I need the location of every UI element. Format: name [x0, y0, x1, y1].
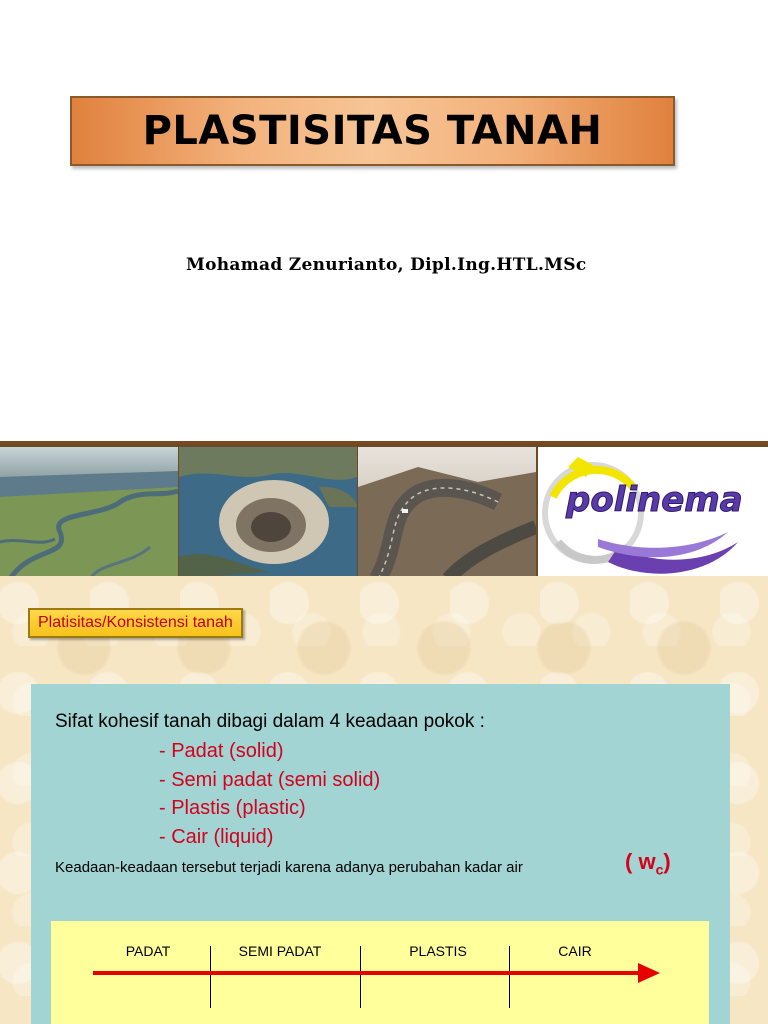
- phase-divider: [360, 946, 361, 1008]
- logo-wordmark: polinema: [566, 480, 743, 520]
- arrow-head-icon: [638, 963, 660, 983]
- phase-divider: [210, 946, 211, 1008]
- phase-label-cair: CAIR: [558, 943, 592, 959]
- phase-label-semi-padat: SEMI PADAT: [238, 943, 322, 959]
- polinema-logo: [538, 447, 768, 579]
- intro-text: Sifat kohesif tanah dibagi dalam 4 keadaan pokok :: [55, 711, 485, 732]
- section-label: Platisitas/Konsistensi tanah: [28, 608, 243, 638]
- phase-label-plastis: PLASTIS: [409, 943, 467, 959]
- list-item: - Plastis (plastic): [159, 797, 306, 819]
- phase-label-padat: PADAT: [125, 943, 171, 959]
- road-photo: [358, 447, 536, 579]
- photo-strip: [0, 441, 768, 576]
- water-content-arrow: [93, 971, 648, 975]
- wetland-photo: [0, 447, 178, 579]
- list-item: - Cair (liquid): [159, 825, 274, 848]
- mine-photo: [179, 447, 357, 579]
- title-banner: [70, 96, 675, 166]
- water-content-symbol: ( $w_c$): [625, 849, 671, 878]
- slide-title: PLASTISITAS TANAH: [142, 108, 603, 154]
- phase-divider: [509, 946, 510, 1008]
- consistency-diagram: [51, 921, 709, 1024]
- author-name: Mohamad Zenurianto, Dipl.Ing.HTL.MSc: [186, 255, 587, 275]
- list-item: - Padat (solid): [159, 740, 284, 762]
- cause-text: Keadaan-keadaan tersebut terjadi karena adanya perubahan kadar air: [55, 859, 523, 876]
- soil-states-list: [159, 737, 380, 851]
- list-item: - Semi padat (semi solid): [159, 768, 381, 791]
